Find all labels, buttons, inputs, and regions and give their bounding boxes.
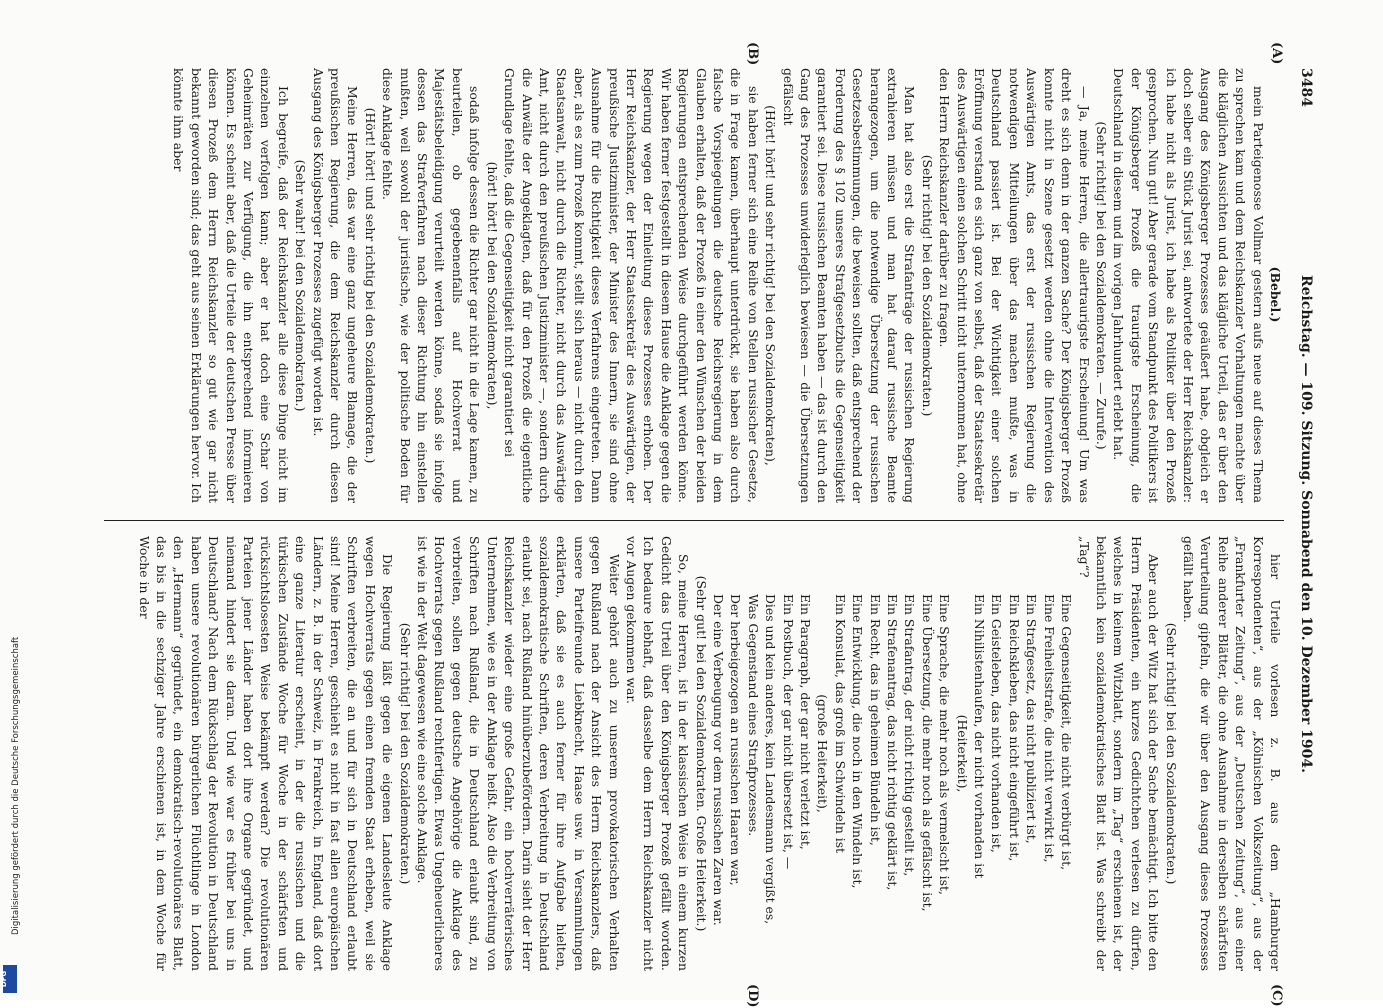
poem-line: Ein Paragraph, der gar nicht verletzt ist,	[798, 594, 814, 850]
poem-line: Eine Entwicklung, die noch in den Windeln ist,	[850, 594, 866, 889]
paragraph: Man hat also erst die Strafanträge der russischen Regierung extrahieren müssen und man hat darauf russische Beamte herangezogen, um die notwendige Übersetzung der russischen Gesetzesbestimmungen, die beweisen sollten, daß entsprechend der Forderung des § 102 unseres Strafgesetzbuchs die Gegenseitigkeit garantiert sei. Diese russischen Beamten haben — das ist durch den Gang des Prozesses unwiderleglich bewiesen — die Übersetzungen gefälscht	[780, 68, 918, 503]
poem-line: Ein Konsulat, das groß im Schwindeln ist	[832, 594, 848, 854]
interjection: (Sehr gut! bei den Sozialdemokraten. Große Heiterkeit.)	[693, 575, 709, 932]
poem-line: Eine Übersetzung, die mehr noch als gefälscht ist,	[919, 594, 935, 912]
page-header	[1290, 68, 1320, 980]
poem-line: Dies und kein anderes, kein Landesmann vergißt es,	[763, 594, 779, 925]
poem-line: Was Gegenstand eines Strafprozesses.	[745, 594, 761, 837]
speaker-name: (Bebel.)	[1268, 266, 1283, 323]
digitization-credit	[6, 40, 21, 960]
margin-marker-d: (D)	[745, 984, 760, 1008]
poem-line: Ein Geisteleben, das nicht vorhanden ist,	[989, 594, 1005, 853]
poem-line: Ein Strafgesetz, das nicht publiziert ist,	[1024, 594, 1040, 844]
interjection: (Hört! hört! und sehr richtig bei den Sozialdemokraten.)	[362, 107, 378, 464]
paragraph: Weiter gehört auch zu unserem provokatorischen Verhalten gegen Rußland nach der Ansicht des Herrn Reichskanzlers, daß unsere Parteifreunde Liebknecht, Haase usw. in Versammlungen erklärten, daß sie es auch ferner für ihre Aufgabe hielten, sozialdemokratische Schriften, deren Verbreitung in Deutschland erlaubt sei, nach Rußland hinüberzubefördern. Darin sieht der Herr Reichskanzler wieder eine große Gefahr, ein hochverräterisches Unternehmen, wie es in der Anklage heißt. Also die Verbreitung von Schriften nach Rußland, die in Deutschland erlaubt sind, zu verbreiten, sollen gegen deutsche Angehörige die Anklage des Hochverrats gegen Rußland rechtfertigen. Etwas Ungeheuerlicheres ist wie in der Welt dagewesen wie eine solche Anklage.	[415, 536, 622, 971]
left-column	[104, 68, 1284, 503]
poem-line: Ein Nihilistenhaufen, der nicht vorhanden ist	[972, 594, 988, 879]
poem-line: Eine Gegenseitigkeit, die nicht verbürgt ist,	[1059, 594, 1075, 871]
page-number: 3484	[1298, 68, 1314, 107]
interjection: (Sehr wahr! bei den Sozialdemokraten.)	[293, 159, 309, 412]
credit-text: Digitalisierung gefördert durch die Deutsche Forschungsgemeinschaft	[11, 636, 21, 935]
column-divider	[104, 520, 1284, 521]
poem-line: Eine Freiheitsstrafe, die nicht verwirkt ist,	[1041, 594, 1057, 863]
margin-marker-c: (C)	[1269, 984, 1284, 1007]
paragraph: sie haben ferner sich eine Reihe von Stellen russischer Gesetze, die in Frage kamen, überhaupt unterdrückt, sie haben also durch falsche Vorspiegelungen die deutsche Reichsregierung in dem Glauben erhalten, daß der Prozeß in einer den Wünschen der beiden Regierungen entsprechenden Weise durchgeführt werden könne. Wir haben ferner festgestellt in diesem Hause die Anklage gegen die Regierung wegen der Einleitung dieses Prozesses erhoben. Der Herr Reichskanzler, der Herr Staatssekretär des Auswärtigen, der preußische Justizminister, der Minister des Innern, sie sind ohne Ausnahme für die Richtigkeit dieses Verfahrens eingetreten. Dann aber, als es zum Prozeß kommt, stellt sich heraus — nicht durch den Staatsanwalt, nicht durch die Richter, nicht durch das Auswärtige Amt, nicht durch den preußischen Justizminister —, sondern durch die Anwälte der Angeklagten, daß für den Prozeß die eigentliche Grundlage fehlte, daß die Gegenseitigkeit nicht garantiert sei	[502, 68, 761, 503]
paragraph: sodaß infolge dessen die Richter gar nicht in die Lage kamen, zu beurteilen, ob gegebenenfalls auf Hochverrat und Majestätsbeleidigung verurteilt werden könne, sodaß sie infolge dessen das Strafverfahren nach dieser Richtung hin einstellen mußten, weil sowohl der juristische, wie der politische Boden für diese Anklage fehlte.	[380, 68, 483, 503]
right-column	[104, 536, 1284, 971]
margin-marker-b: (B)	[745, 42, 760, 66]
interjection: (Heiterkeit),	[954, 714, 970, 793]
interjection: (Sehr richtig! bei den Sozialdemokraten. — Zurufe.)	[1093, 121, 1109, 450]
dfg-logo	[0, 965, 17, 993]
paragraph: mein Parteigenosse Vollmar gestern aufs neue auf dieses Thema zu sprechen kam und dem Reichskanzler Vorhaltungen machte über die kläglichen Aussichten und das klägliche Urteil, das er über den Ausgang des Königsberger Prozesses geäußert habe, obgleich er doch selber ein Stück Jurist sei, antwortete der Herr Reichskanzler: ich habe nicht als Jurist, ich habe als Politiker über den Prozeß gesprochen. Nun gut! Aber gerade vom Standpunkt des Politikers ist der Königsberger Prozeß die traurigste Erscheinung, die Deutschland in diesem und im vorigen Jahrhundert erlebt hat.	[1111, 68, 1266, 503]
poem-line: Ein Strafenantrag, das nicht richtig geklärt ist,	[885, 594, 901, 891]
interjection: (große Heiterkeit),	[815, 694, 831, 813]
poem-line: Eine Sprache, die mehr noch als vermelscht ist,	[937, 594, 953, 895]
interjection: (Sehr richtig! bei den Sozialdemokraten.)	[1163, 622, 1179, 885]
poem-line: Ein Reichskleben, das nicht eingeführt ist,	[1006, 594, 1022, 862]
poem-line: Ein Strafantrag, der nicht richtig gestellt ist,	[902, 594, 918, 877]
paragraph: So, meine Herren, ist in der klassischen Weise in einem kurzen Gedicht das Urteil über den Königsberger Prozeß gefällt worden. Ich bedaure lebhaft, daß dasselbe dem Herrn Reichskanzler nicht vor Augen gekommen war.	[623, 536, 692, 971]
poem-line: Der eine Verbeugung vor dem russischen Zaren war.	[711, 594, 726, 926]
poem-line: Der herbeigezogen an russischen Haaren war,	[728, 594, 744, 886]
paragraph: Ich begreife, daß der Reichskanzler alle diese Dinge nicht im einzelnen verfolgen kann; aber er hat doch eine Schar von Geheimräten zur Verfügung, die ihn entsprechend informieren können. Es scheint aber, daß die Urteile der deutschen Presse über diesen Prozeß dem Herrn Reichskanzler so gut wie gar nicht bekannt geworden sind; das geht aus seinen Erklärungen hervor. Ich könnte ihm aber	[171, 68, 291, 503]
poem-line: Ein Postbuch, der gar nicht übersetzt ist, —	[780, 594, 796, 870]
paragraph: Aber auch der Witz hat sich der Sache bemächtigt. Ich bitte den Herrn Präsidenten, ein kurzes Gedichtchen verlesen zu dürfen, welches in keinem Witzblatt, sondern im „Tag“ erschienen ist, der bekanntlich kein sozialdemokratisches Blatt ist. Was schreibt der „Tag“?	[1076, 536, 1162, 971]
interjection: (Hört! hört! und sehr richtig! bei den Sozialdemokraten),	[763, 105, 779, 466]
margin-marker-a: (A)	[1269, 42, 1284, 65]
paragraph: — Ja, meine Herren, die allertraurigste Erscheinung! Um was dreht es sich denn in der ganzen Sache? Der Königsberger Prozeß konnte nicht in Szene gesetzt werden ohne die Intervention des Auswärtigen Amts, das erst der russischen Regierung die notwendigen Mitteilungen über das machen mußte, was in Deutschland passiert ist. Bei der Wichtigkeit einer solchen Eröffnung verstand es sich ganz von selbst, daß der Staatssekretär des Auswärtigen einen solchen Schritt nicht unternommen hat, ohne den Herrn Reichskanzler darüber zu fragen.	[937, 68, 1092, 503]
paragraph: Die Regierung läßt gegen die eigenen Landesleute Anklage wegen Hochverrats gegen einen fremden Staat erheben, weil sie Schriften verbreiten, die an und für sich in Deutschland erlaubt sind! Meine Herren, geschieht es nicht in fast allen europäischen Ländern, z. B. in der Schweiz, in Frankreich, in England, daß dort eine ganze Literatur erscheint, in der die russischen und die türkischen Zustände Woche für Woche in der schärfsten und rücksichtslosesten Weise bekämpft werden? Die revolutionären Parteien jener Länder haben dort ihre Organe gegründet, und niemand hindert sie daran. Und wie war es früher bei uns in Deutschland? Nach dem Rückschlag der Revolution in Deutschland haben unsere revolutionären bürgerlichen Flüchtlinge in London den „Hermann“ gegründet, ein demokratisch-revolutionäres Blatt, das bis in die sechziger Jahre erschienen ist, in dem Woche für Woche in der	[136, 536, 396, 971]
paragraph: hier Urteile vorlesen z. B. aus dem „Hamburger Korrespondenten“, aus der „Kölnischen Volkszeitung“, aus der „Frankfurter Zeitung“, aus der „Deutschen Zeitung“, aus einer Reihe anderer Blätter, die ohne Ausnahme in derselben schärfsten Verurteilung gipfeln, die wir über den Ausgang dieses Prozesses gefällt haben.	[1180, 536, 1283, 971]
rotated-page-content	[80, 42, 1320, 1008]
interjection: (Sehr richtig! bei den Sozialdemokraten.)	[919, 154, 935, 417]
paragraph: Meine Herren, das war eine ganz ungeheure Blamage, die der preußischen Regierung, die dem Reichskanzler durch diesen Ausgang des Königsberger Prozesses zugefügt worden ist.	[310, 68, 361, 503]
poem-line: Ein Recht, das in geheimen Bündeln ist,	[867, 594, 883, 846]
page-title: Reichstag. — 109. Sitzung. Sonnabend den 10. Dezember 1904.	[1298, 274, 1314, 773]
dfg-logo-text: DFG	[0, 970, 9, 988]
interjection: (Sehr richtig! bei den Sozialdemokraten.)	[397, 622, 413, 885]
interjection: (hört! hört! bei den Sozialdemokraten),	[484, 161, 500, 410]
